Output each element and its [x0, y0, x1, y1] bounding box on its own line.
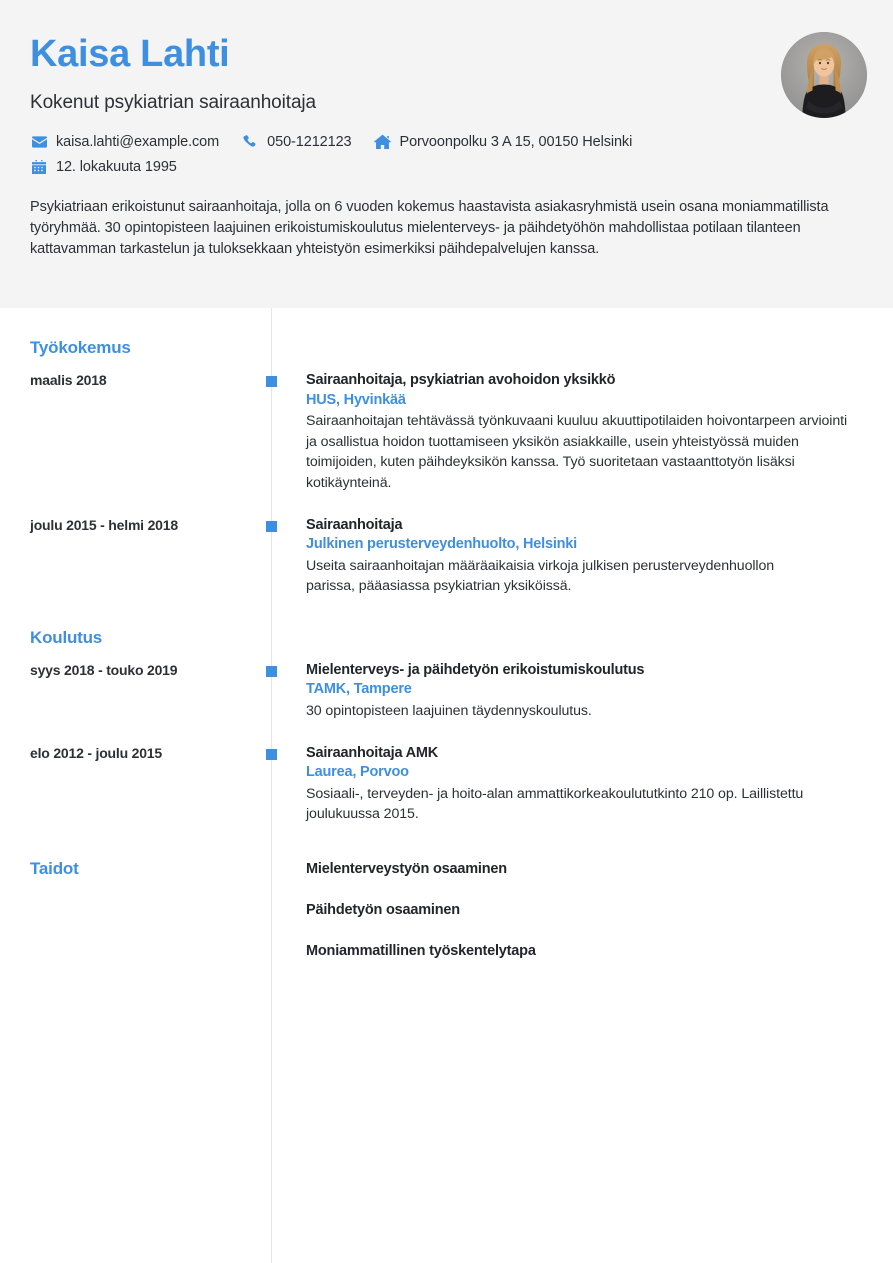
- section-experience: [0, 308, 893, 597]
- contact-row-secondary: [30, 159, 863, 175]
- experience-entry: [0, 371, 893, 494]
- entry-description: Sosiaali-, terveyden- ja hoito-alan ammattikorkeakoulututkinto 210 op. Laillistettu joulukuussa 2015.: [306, 785, 804, 823]
- entry-body: [271, 371, 893, 494]
- education-entry: [0, 744, 893, 825]
- entry-date: elo 2012 - joulu 2015: [30, 744, 162, 761]
- section-education: [0, 597, 893, 825]
- entry-description: Useita sairaanhoitajan määräaikaisia virkoja julkisen perusterveydenhuollon parissa, pääasiassa psykiatrian yksiköissä.: [306, 557, 775, 595]
- contact-phone[interactable]: [241, 134, 351, 150]
- timeline-bullet-icon: [266, 521, 277, 532]
- entry-date: joulu 2015 - helmi 2018: [30, 516, 178, 533]
- entry-institution: Laurea, Porvoo: [306, 764, 409, 781]
- skill-item: Mielenterveystyön osaaminen: [306, 860, 507, 877]
- contact-birthdate-value: 12. lokakuuta 1995: [56, 158, 177, 175]
- entry-degree: Mielenterveys- ja päihdetyön erikoistumiskoulutus: [306, 661, 645, 678]
- entry-date: syys 2018 - touko 2019: [30, 661, 178, 678]
- contact-address-value: Porvoonpolku 3 A 15, 00150 Helsinki: [399, 133, 633, 150]
- calendar-icon: [30, 159, 48, 175]
- skill-item: Moniammatillinen työskentelytapa: [306, 942, 536, 959]
- section-title-skills: Taidot: [30, 858, 79, 878]
- contact-address[interactable]: [374, 134, 633, 150]
- profile-summary: Psykiatriaan erikoistunut sairaanhoitaja, jolla on 6 vuoden kokemus haastavista asiakasryhmistä usein osana moniammatillista työryhmää. 30 opintopisteen laajuinen erikoistumiskoulutus mielenterveys- ja päihdetyöhön mahdollistaa potilaan tilanteen kattavamman tarkastelun ja tuloksekkaan yhteistyön esimerkiksi päihdepalvelujen kanssa.: [30, 198, 829, 257]
- avatar: [781, 32, 867, 118]
- profile-photo: [781, 32, 867, 118]
- contact-block: [30, 134, 863, 175]
- timeline-bullet-icon: [266, 749, 277, 760]
- contact-phone-value: 050-1212123: [267, 133, 352, 150]
- entry-organization: Julkinen perusterveydenhuolto, Helsinki: [306, 536, 577, 553]
- contact-email-value: kaisa.lahti@example.com: [56, 133, 220, 150]
- page-title: Kaisa Lahti: [30, 33, 230, 75]
- section-title-education: Koulutus: [30, 627, 103, 647]
- skill-item: Päihdetyön osaaminen: [306, 901, 460, 918]
- contact-email[interactable]: [30, 134, 219, 150]
- skills-title-column: [30, 859, 271, 982]
- section-title-experience: Työkokemus: [30, 338, 131, 357]
- contact-birthdate[interactable]: [30, 159, 177, 175]
- skills-grid: [271, 859, 893, 982]
- entry-institution: TAMK, Tampere: [306, 681, 412, 698]
- entry-body: [271, 661, 893, 722]
- timeline-bullet-icon: [266, 376, 277, 387]
- experience-entry: [0, 516, 893, 597]
- entry-description: Sairaanhoitajan tehtävässä työnkuvaani kuuluu akuuttipotilaiden hoivontarpeen arviointi ja osallistua hoidon tuottamiseen yksikön asiakkaille, usein yhteistyössä muiden toimijoiden, kuten päihdeyksikön kanssa. Työ suoritetaan vastaanttotyön lisäksi kotikäynteinä.: [306, 413, 848, 491]
- phone-icon: [241, 134, 259, 150]
- envelope-icon: [30, 134, 48, 150]
- entry-role: Sairaanhoitaja, psykiatrian avohoidon yksikkö: [306, 372, 616, 388]
- section-skills: [0, 825, 893, 982]
- resume-header: [0, 0, 893, 308]
- entry-organization: HUS, Hyvinkää: [306, 391, 406, 408]
- resume-body: [0, 308, 893, 982]
- entry-description: 30 opintopisteen laajuinen täydennyskoulutus.: [306, 702, 592, 719]
- entry-degree: Sairaanhoitaja AMK: [306, 744, 439, 761]
- contact-row-primary: [30, 134, 863, 150]
- job-subtitle: Kokenut psykiatrian sairaanhoitaja: [30, 91, 316, 113]
- skills-row: [0, 859, 893, 982]
- entry-date: maalis 2018: [30, 372, 107, 388]
- entry-body: [271, 744, 893, 825]
- timeline-bullet-icon: [266, 666, 277, 677]
- education-entry: [0, 661, 893, 722]
- home-icon: [374, 134, 392, 150]
- entry-body: [271, 516, 893, 597]
- entry-role: Sairaanhoitaja: [306, 516, 403, 533]
